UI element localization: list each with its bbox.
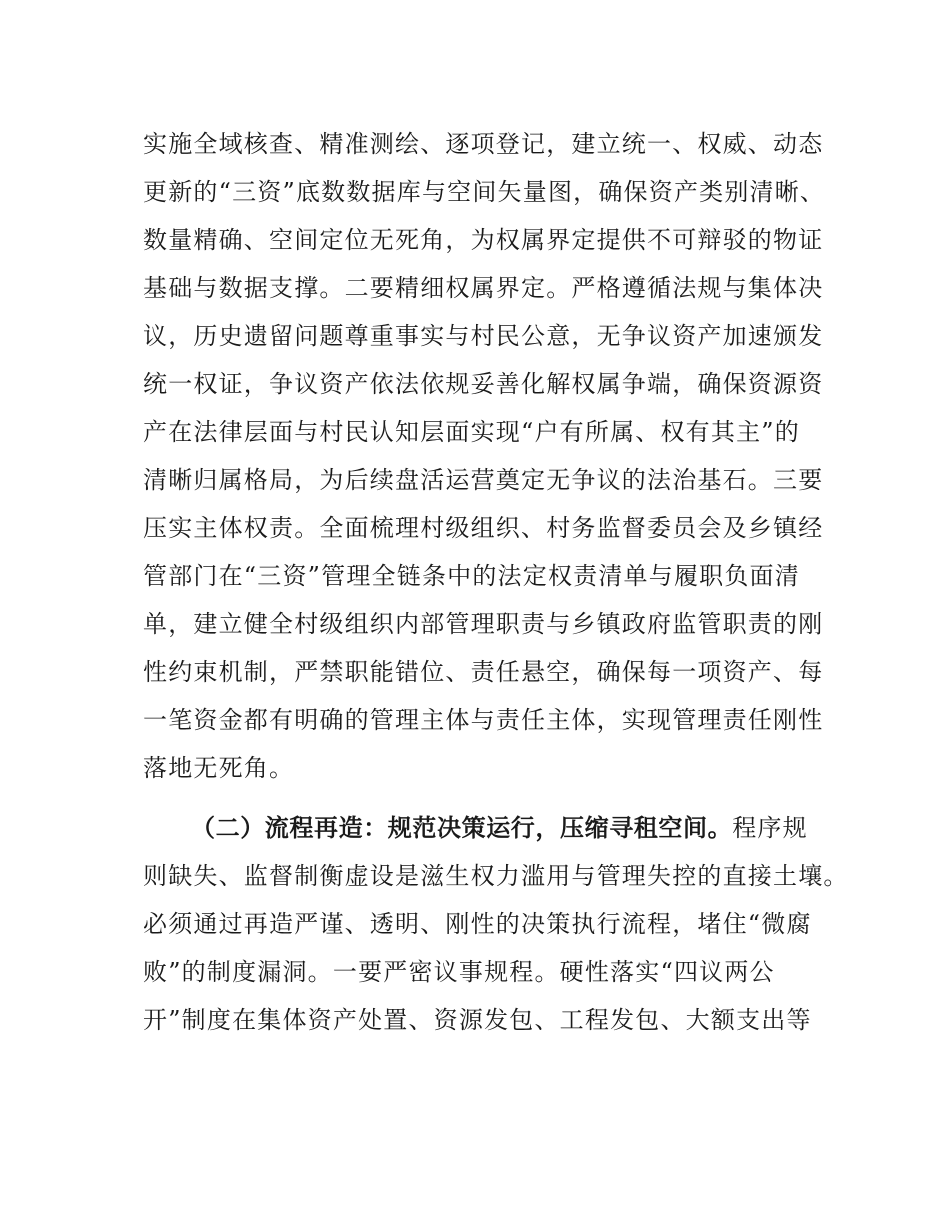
section-heading: （二）流程再造：规范决策运行，压缩寻租空间。 xyxy=(191,814,733,842)
text-line: 更新的“三资”底数数据库与空间矢量图，确保资产类别清晰、 xyxy=(143,178,826,206)
text-line xyxy=(143,804,833,852)
text-line: 实施全域核查、精准测绘、逐项登记，建立统一、权威、动态 xyxy=(143,130,824,158)
text-line: 则缺失、监督制衡虚设是滋生权力滥用与管理失控的直接土壤。 xyxy=(143,862,849,890)
paragraph-1 xyxy=(143,120,833,792)
text-line: 开”制度在集体资产处置、资源发包、工程发包、大额支出等 xyxy=(143,1006,812,1034)
text-line: 基础与数据支撑。二要精细权属界定。严格遵循法规与集体决 xyxy=(143,274,824,302)
text-line: 管部门在“三资”管理全链条中的法定权责清单与履职负面清 xyxy=(143,562,800,590)
paragraph-gap xyxy=(143,792,833,804)
text-line: 一笔资金都有明确的管理主体与责任主体，实现管理责任刚性 xyxy=(143,706,824,734)
text-line: 败”的制度漏洞。一要严密议事规程。硬性落实“四议两公 xyxy=(143,958,775,986)
text-line: 性约束机制，严禁职能错位、责任悬空，确保每一项资产、每 xyxy=(143,658,824,686)
text-line: 产在法律层面与村民认知层面实现“户有所属、权有其主”的 xyxy=(143,418,800,446)
text-line: 清晰归属格局，为后续盘活运营奠定无争议的法治基石。三要 xyxy=(143,466,824,494)
text-line: 必须通过再造严谨、透明、刚性的决策执行流程，堵住“微腐 xyxy=(143,910,812,938)
text-line: 落地无死角。 xyxy=(143,754,295,782)
text-line: 压实主体权责。全面梳理村级组织、村务监督委员会及乡镇经 xyxy=(143,514,824,542)
text-line: 统一权证，争议资产依法依规妥善化解权属争端，确保资源资 xyxy=(143,370,824,398)
text-line: 单，建立健全村级组织内部管理职责与乡镇政府监管职责的刚 xyxy=(143,610,824,638)
document-body xyxy=(143,120,849,1044)
paragraph-2 xyxy=(143,804,849,1044)
text-line: 议，历史遗留问题尊重事实与村民公意，无争议资产加速颁发 xyxy=(143,322,824,350)
text-run: 程序规 xyxy=(732,814,808,842)
text-line: 数量精确、空间定位无死角，为权属界定提供不可辩驳的物证 xyxy=(143,226,824,254)
